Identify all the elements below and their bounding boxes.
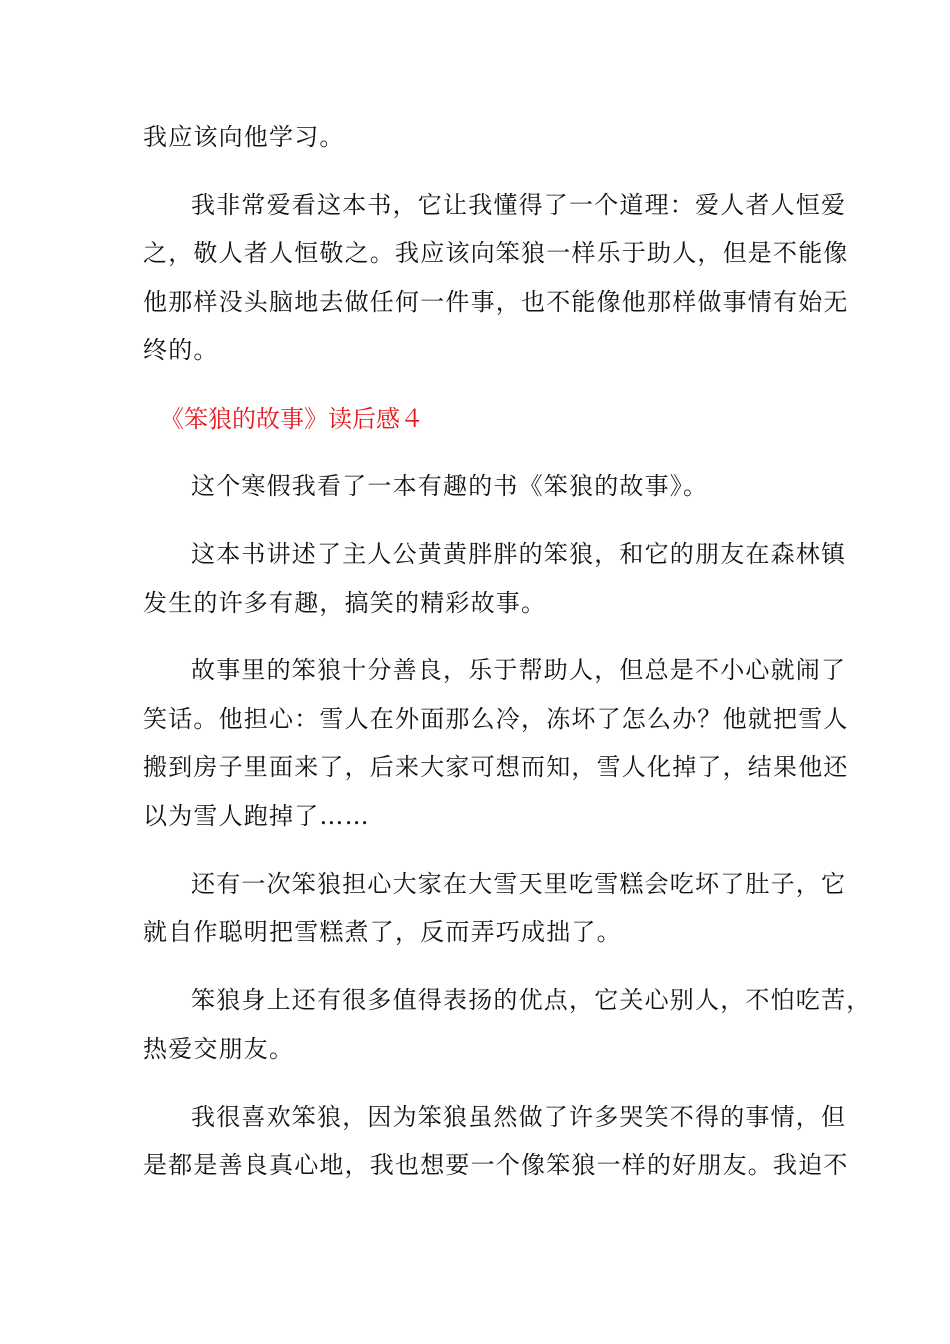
paragraph-line: 我应该向他学习。: [143, 123, 345, 151]
paragraph-line: 热爱交朋友。: [143, 1035, 295, 1063]
paragraph-line: 之，敬人者人恒敬之。我应该向笨狼一样乐于助人，但是不能像: [143, 239, 849, 267]
paragraph-line: 这本书讲述了主人公黄黄胖胖的笨狼，和它的朋友在森林镇: [191, 540, 847, 568]
paragraph-line: 以为雪人跑掉了……: [143, 802, 370, 830]
paragraph-line: 发生的许多有趣，搞笑的精彩故事。: [143, 589, 547, 617]
paragraph-line: 笑话。他担心：雪人在外面那么冷，冻坏了怎么办？他就把雪人: [143, 705, 849, 733]
paragraph-line: 是都是善良真心地，我也想要一个像笨狼一样的好朋友。我迫不: [143, 1151, 849, 1179]
paragraph-line: 搬到房子里面来了，后来大家可想而知，雪人化掉了，结果他还: [143, 753, 849, 781]
section-heading: 《笨狼的故事》读后感４: [160, 405, 424, 433]
paragraph-line: 他那样没头脑地去做任何一件事，也不能像他那样做事情有始无: [143, 288, 849, 316]
paragraph-line: 就自作聪明把雪糕煮了，反而弄巧成拙了。: [143, 918, 622, 946]
paragraph-line: 故事里的笨狼十分善良，乐于帮助人，但总是不小心就闹了: [191, 656, 847, 684]
paragraph-line: 这个寒假我看了一本有趣的书《笨狼的故事》。: [191, 472, 709, 500]
paragraph-line: 我很喜欢笨狼，因为笨狼虽然做了许多哭笑不得的事情，但: [191, 1103, 847, 1131]
paragraph-line: 终的。: [143, 336, 219, 364]
paragraph-line: 我非常爱看这本书，它让我懂得了一个道理：爱人者人恒爱: [191, 191, 847, 219]
paragraph-line: 笨狼身上还有很多值得表扬的优点，它关心别人，不怕吃苦，: [191, 986, 872, 1014]
paragraph-line: 还有一次笨狼担心大家在大雪天里吃雪糕会吃坏了肚子，它: [191, 870, 847, 898]
